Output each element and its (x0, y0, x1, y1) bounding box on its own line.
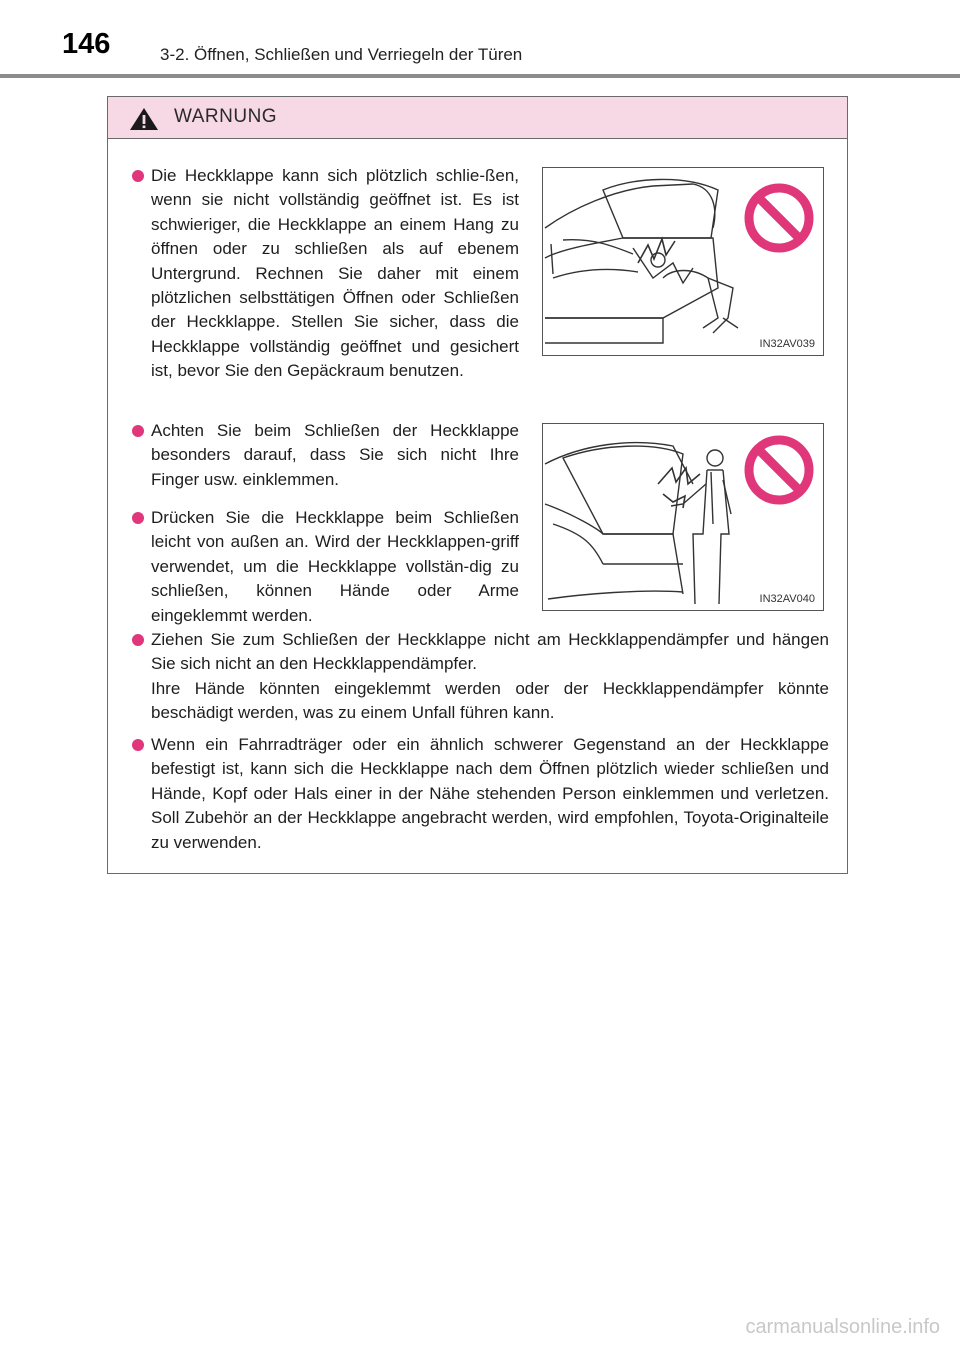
illustration-tailgate-closing (542, 167, 824, 356)
warning-item-1 (151, 164, 519, 384)
warning-item-3 (151, 506, 519, 628)
bullet-icon (132, 634, 144, 646)
bullet-icon (132, 425, 144, 437)
prohibited-icon (743, 434, 815, 506)
page-header (0, 0, 960, 80)
illustration-code: IN32AV039 (759, 338, 815, 350)
warning-box (107, 96, 848, 874)
warning-item-text: Ziehen Sie zum Schließen der Heckklappe nicht am Heckklappendämpfer und hängen Sie sich nicht an den Heckklappendämpfer. (151, 630, 829, 674)
warning-item-text-continued: Ihre Hände könnten eingeklemmt werden oder der Heckklappendämpfer könnte beschädigt werden, was zu einem Unfall führen kann. (151, 678, 829, 723)
page-number: 146 (62, 28, 111, 60)
header-divider (0, 74, 960, 78)
warning-triangle-icon (129, 107, 159, 131)
warning-item-text: Wenn ein Fahrradträger oder ein ähnlich schwerer Gegenstand an der Heckklappe befestigt ist, kann sich die Heckklappe nach dem Öffnen plötzlich wieder schließen und Hände, Kopf oder Hals einer in der Nähe stehenden Person einklemmen und verletzen. Soll Zubehör an der Heckklappe angebracht werden, wird empfohlen, Toyota-Originalteile zu verwenden. (151, 735, 829, 852)
prohibited-icon (743, 182, 815, 254)
chapter-title: 3-2. Öffnen, Schließen und Verriegeln der Türen (160, 45, 523, 64)
warning-item-2 (151, 419, 519, 492)
warning-item-4 (151, 628, 829, 726)
warning-item-text: Die Heckklappe kann sich plötzlich schlie-ßen, wenn sie nicht vollständig geöffnet ist. Es ist schwieriger, die Heckklappe an einem Hang zu öffnen oder zu schließen als auf ebenem Untergrund. Rechnen Sie daher mit einem plötzlichen selbsttätigen Öffnen oder Schließen der Heckklappe. Stellen Sie sicher, dass die Heckklappe vollständig geöffnet und gesichert ist, bevor Sie den Gepäckraum benutzen. (151, 166, 519, 381)
warning-title: WARNUNG (174, 106, 278, 127)
bullet-icon (132, 512, 144, 524)
warning-item-5 (151, 733, 829, 855)
warning-header (108, 97, 847, 139)
warning-item-text: Achten Sie beim Schließen der Heckklappe besonders darauf, dass Sie sich nicht Ihre Finger usw. einklemmen. (151, 421, 519, 489)
bullet-icon (132, 739, 144, 751)
bullet-icon (132, 170, 144, 182)
illustration-code: IN32AV040 (759, 593, 815, 605)
warning-item-text: Drücken Sie die Heckklappe beim Schließen leicht von außen an. Wird der Heckklappen-griff verwendet, um die Heckklappe vollstän-dig zu schließen, können Hände oder Arme eingeklemmt werden. (151, 508, 519, 625)
illustration-tailgate-handle (542, 423, 824, 611)
watermark: carmanualsonline.info (745, 1316, 940, 1338)
